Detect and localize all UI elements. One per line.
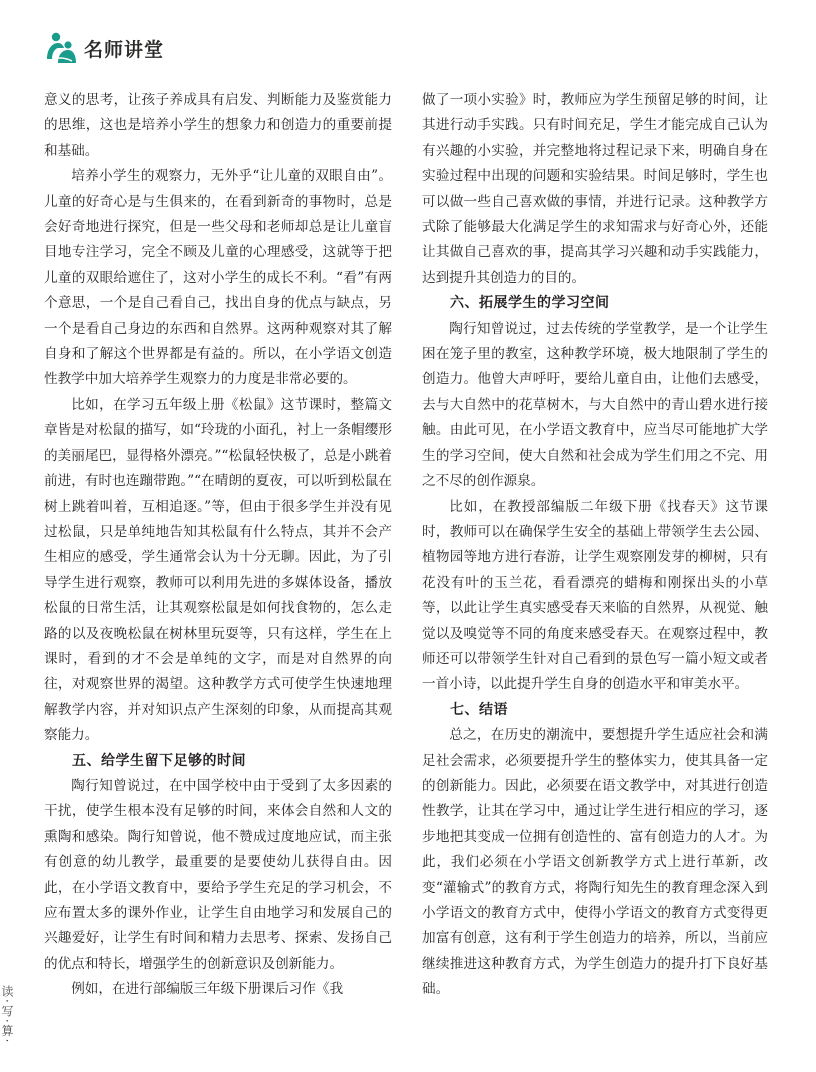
paragraph: 例如，在进行部编版三年级下册课后习作《我	[71, 981, 344, 998]
page-header	[44, 30, 164, 66]
paragraph: 总之，在历史的潮流中，要想提升学生适应社会和满足社会需求，必须要提升学生的整体实力，使其具备一定的创新能力。因此，必须要在语文教学中，对其进行创造性教学，让其在学习中，通过让学生进行相应的学习，逐步地把其变成一位拥有创造性的、富有创造力的人才。为此，我们必须在小学语文创新教学方式上进行革新，改变“灌输式”的教育方式，将陶行知先生的教育理念深入到小学语文的教育方式中，使得小学语文的教育方式变得更加富有创意，这有利于学生创造力的培养，所以，当前应继续推进这种教育方式，为学生创造力的提升打下良好基础。	[422, 727, 768, 998]
section-heading: 五、给学生留下足够的时间	[72, 752, 246, 769]
teacher-student-logo-icon	[44, 31, 78, 65]
section-heading: 六、拓展学生的学习空间	[450, 295, 610, 312]
left-column	[44, 88, 392, 1003]
paragraph: 陶行知曾说过，在中国学校中由于受到了太多因素的干扰，使学生根本没有足够的时间，来体会自然和人文的熏陶和感染。陶行知曾说，他不赞成过度地应试，而主张有创意的幼儿教学，最重要的是要使幼儿获得自由。因此，在小学语文教育中，要给予学生充足的学习机会，不应布置太多的课外作业，让学生自由地学习和发展自己的兴趣爱好，让学生有时间和精力去思考、探索、发扬自己的优点和特长，增强学生的创新意识及创新能力。	[44, 777, 392, 972]
paragraph: 陶行知曾说过，过去传统的学堂教学，是一个让学生困在笼子里的教室，这种教学环境，极大地限制了学生的创造力。他曾大声呼吁，要给儿童自由，让他们去感受，去与大自然中的花草树木，与大自然中的青山碧水进行接触。由此可见，在小学语文教育中，应当尽可能地扩大学生的学习空间，使大自然和社会成为学生们用之不完、用之不尽的创作源泉。	[422, 320, 768, 490]
paragraph: 意义的思考，让孩子养成具有启发、判断能力及鉴赏能力的思维，这也是培养小学生的想象力和创造力的重要前提和基础。	[44, 92, 392, 159]
logo-text: 名师讲堂	[84, 38, 165, 61]
paragraph: 做了一项小实验》时，教师应为学生预留足够的时间，让其进行动手实践。只有时间充足，学生才能完成自己认为有兴趣的小实验，并完整地将过程记录下来，明确自身在实验过程中出现的问题和实验结果。时间足够时，学生也可以做一些自己喜欢做的事情，并进行记录。这种教学方式除了能够最大化满足学生的求知需求与好奇心外，还能让其做自己喜欢的事，提高其学习兴趣和动手实践能力，达到提升其创造力的目的。	[422, 92, 768, 286]
paragraph: 培养小学生的观察力，无外乎“让儿童的双眼自由”。儿童的好奇心是与生俱来的，在看到新奇的事物时，总是会好奇地进行探究，但是一些父母和老师却总是让儿童盲目地专注学习，完全不顾及儿童的心理感受，这就等于把儿童的双眼给遮住了，这对小学生的成长不利。“看”有两个意思，一个是自己看自己，找出自身的优点与缺点，另一个是看自己身边的东西和自然界。这两种观察对其了解自身和了解这个世界都是有益的。所以，在小学语文创造性教学中加大培养学生观察力的力度是非常必要的。	[44, 168, 392, 388]
paragraph: 比如，在学习五年级上册《松鼠》这节课时，整篇文章皆是对松鼠的描写，如“玲珑的小面孔，衬上一条帽缨形的美丽尾巴，显得格外漂亮。”“松鼠轻快极了，总是小跳着前进，有时也连蹦带跑。”“在晴朗的夏夜，可以听到松鼠在树上跳着叫着，互相追逐。”等，但由于很多学生并没有见过松鼠，只是单纯地告知其松鼠有什么特点，其并不会产生相应的感受，学生通常会认为十分无聊。因此，为了引导学生进行观察，教师可以利用先进的多媒体设备，播放松鼠的日常生活，让其观察松鼠是如何找食物的，怎么走路的以及夜晚松鼠在树林里玩耍等，只有这样，学生在上课时，看到的才不会是单纯的文字，而是对自然界的向往，对观察世界的渴望。这种教学方式可使学生快速地理解教学内容，并对知识点产生深刻的印象，从而提高其观察能力。	[44, 396, 392, 744]
right-column	[422, 88, 768, 1003]
side-margin-label: 读·写·算·	[0, 985, 14, 1045]
section-heading: 七、结语	[450, 701, 508, 718]
paragraph: 比如，在教授部编版二年级下册《找春天》这节课时，教师可以在确保学生安全的基础上带领学生去公园、植物园等地方进行春游，让学生观察刚发芽的柳树，只有花没有叶的玉兰花，看看漂亮的蜡梅和刚探出头的小草等，以此让学生真实感受春天来临的自然界，从视觉、触觉以及嗅觉等不同的角度来感受春天。在观察过程中，教师还可以带领学生针对自己看到的景色写一篇小短文或者一首小诗，以此提升学生自身的创造水平和审美水平。	[422, 498, 768, 693]
